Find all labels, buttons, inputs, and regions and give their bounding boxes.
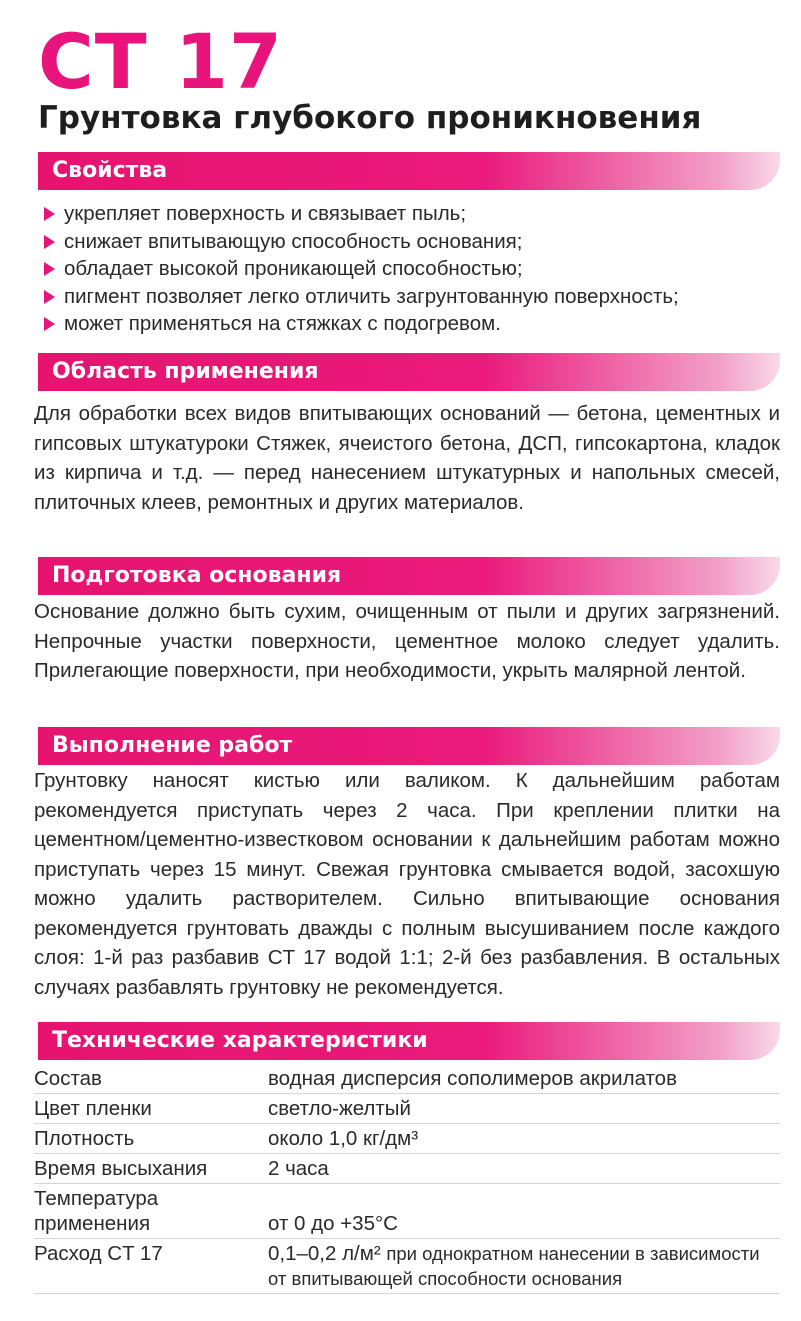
list-item: укрепляет поверхность и связывает пыль; <box>40 200 679 228</box>
triangle-right-icon <box>44 262 55 276</box>
preparation-text: Основание должно быть сухим, очищенным от пыли и других загрязнений. Непрочные участки поверхности, цементное молоко следует удалить. Прилегающие поверхности, при необходимости, укрыть малярной лентой. <box>34 600 780 682</box>
list-item: снижает впитывающую способность основания; <box>40 228 679 256</box>
section-title: Подготовка основания <box>52 563 342 588</box>
triangle-right-icon <box>44 207 55 221</box>
section-title: Область применения <box>52 359 319 384</box>
table-cell-label: Время высыхания <box>34 1154 268 1184</box>
table-row <box>34 1094 780 1124</box>
table-cell-label: Цвет пленки <box>34 1094 268 1124</box>
product-name: Грунтовка глубокого проникновения <box>38 100 702 136</box>
table-cell-label: Расход CT 17 <box>34 1239 268 1294</box>
triangle-right-icon <box>44 317 55 331</box>
table-row <box>34 1124 780 1154</box>
table-cell-value: около 1,0 кг/дм³ <box>268 1124 780 1154</box>
section-title: Выполнение работ <box>52 733 293 758</box>
section-title: Технические характеристики <box>52 1028 428 1053</box>
application-text: Для обработки всех видов впитывающих оснований — бетона, цементных и гипсовых штукатуроки Стяжек, ячеистого бетона, ДСП, гипсокартона, кладок из кирпича и т.д. — перед нанесением штукатурных и напольных смесей, плиточных клеев, ремонтных и других материалов. <box>34 402 780 514</box>
table-cell-label: Плотность <box>34 1124 268 1154</box>
tech-table <box>34 1064 780 1294</box>
table-row <box>34 1184 780 1239</box>
table-cell-value: от 0 до +35°С <box>268 1184 780 1239</box>
list-item: может применяться на стяжках с подогревом. <box>40 310 679 338</box>
properties-list <box>40 200 679 338</box>
triangle-right-icon <box>44 290 55 304</box>
table-cell-value: 2 часа <box>268 1154 780 1184</box>
table-cell-value <box>268 1239 780 1294</box>
section-header-tech <box>38 1022 780 1060</box>
consumption-value: 0,1–0,2 л/м² <box>268 1242 381 1265</box>
table-cell-value: светло-желтый <box>268 1094 780 1124</box>
triangle-right-icon <box>44 235 55 249</box>
table-row <box>34 1239 780 1294</box>
section-header-preparation <box>38 557 780 595</box>
table-cell-value: водная дисперсия сополимеров акрилатов <box>268 1064 780 1094</box>
consumption-note: при однократном нанесении в зависимости от впитывающей способности основания <box>268 1243 760 1289</box>
work-text: Грунтовку наносят кистью или валиком. К дальнейшим работам рекомендуется приступать через 2 часа. При креплении плитки на цементном/цементно-известковом основании к дальнейшим работам можно приступать через 15 минут. Свежая грунтовка смывается водой, засохшую можно удалить растворителем. Сильно впитывающие основания рекомендуется грунтовать дважды с полным высушиванием после каждого слоя: 1-й раз разбавив CT 17 водой 1:1; 2-й без разбавления. В остальных случаях разбавлять грунтовку не рекомендуется. <box>34 769 780 999</box>
table-row <box>34 1154 780 1184</box>
list-item: обладает высокой проникающей способностью; <box>40 255 679 283</box>
list-item: пигмент позволяет легко отличить загрунтованную поверхность; <box>40 283 679 311</box>
section-header-properties <box>38 152 780 190</box>
section-header-work <box>38 727 780 765</box>
section-title: Свойства <box>52 158 168 183</box>
section-header-application <box>38 353 780 391</box>
table-cell-label: Состав <box>34 1064 268 1094</box>
table-row <box>34 1064 780 1094</box>
product-code: CT 17 <box>38 17 283 106</box>
table-cell-label: Температура применения <box>34 1184 268 1239</box>
